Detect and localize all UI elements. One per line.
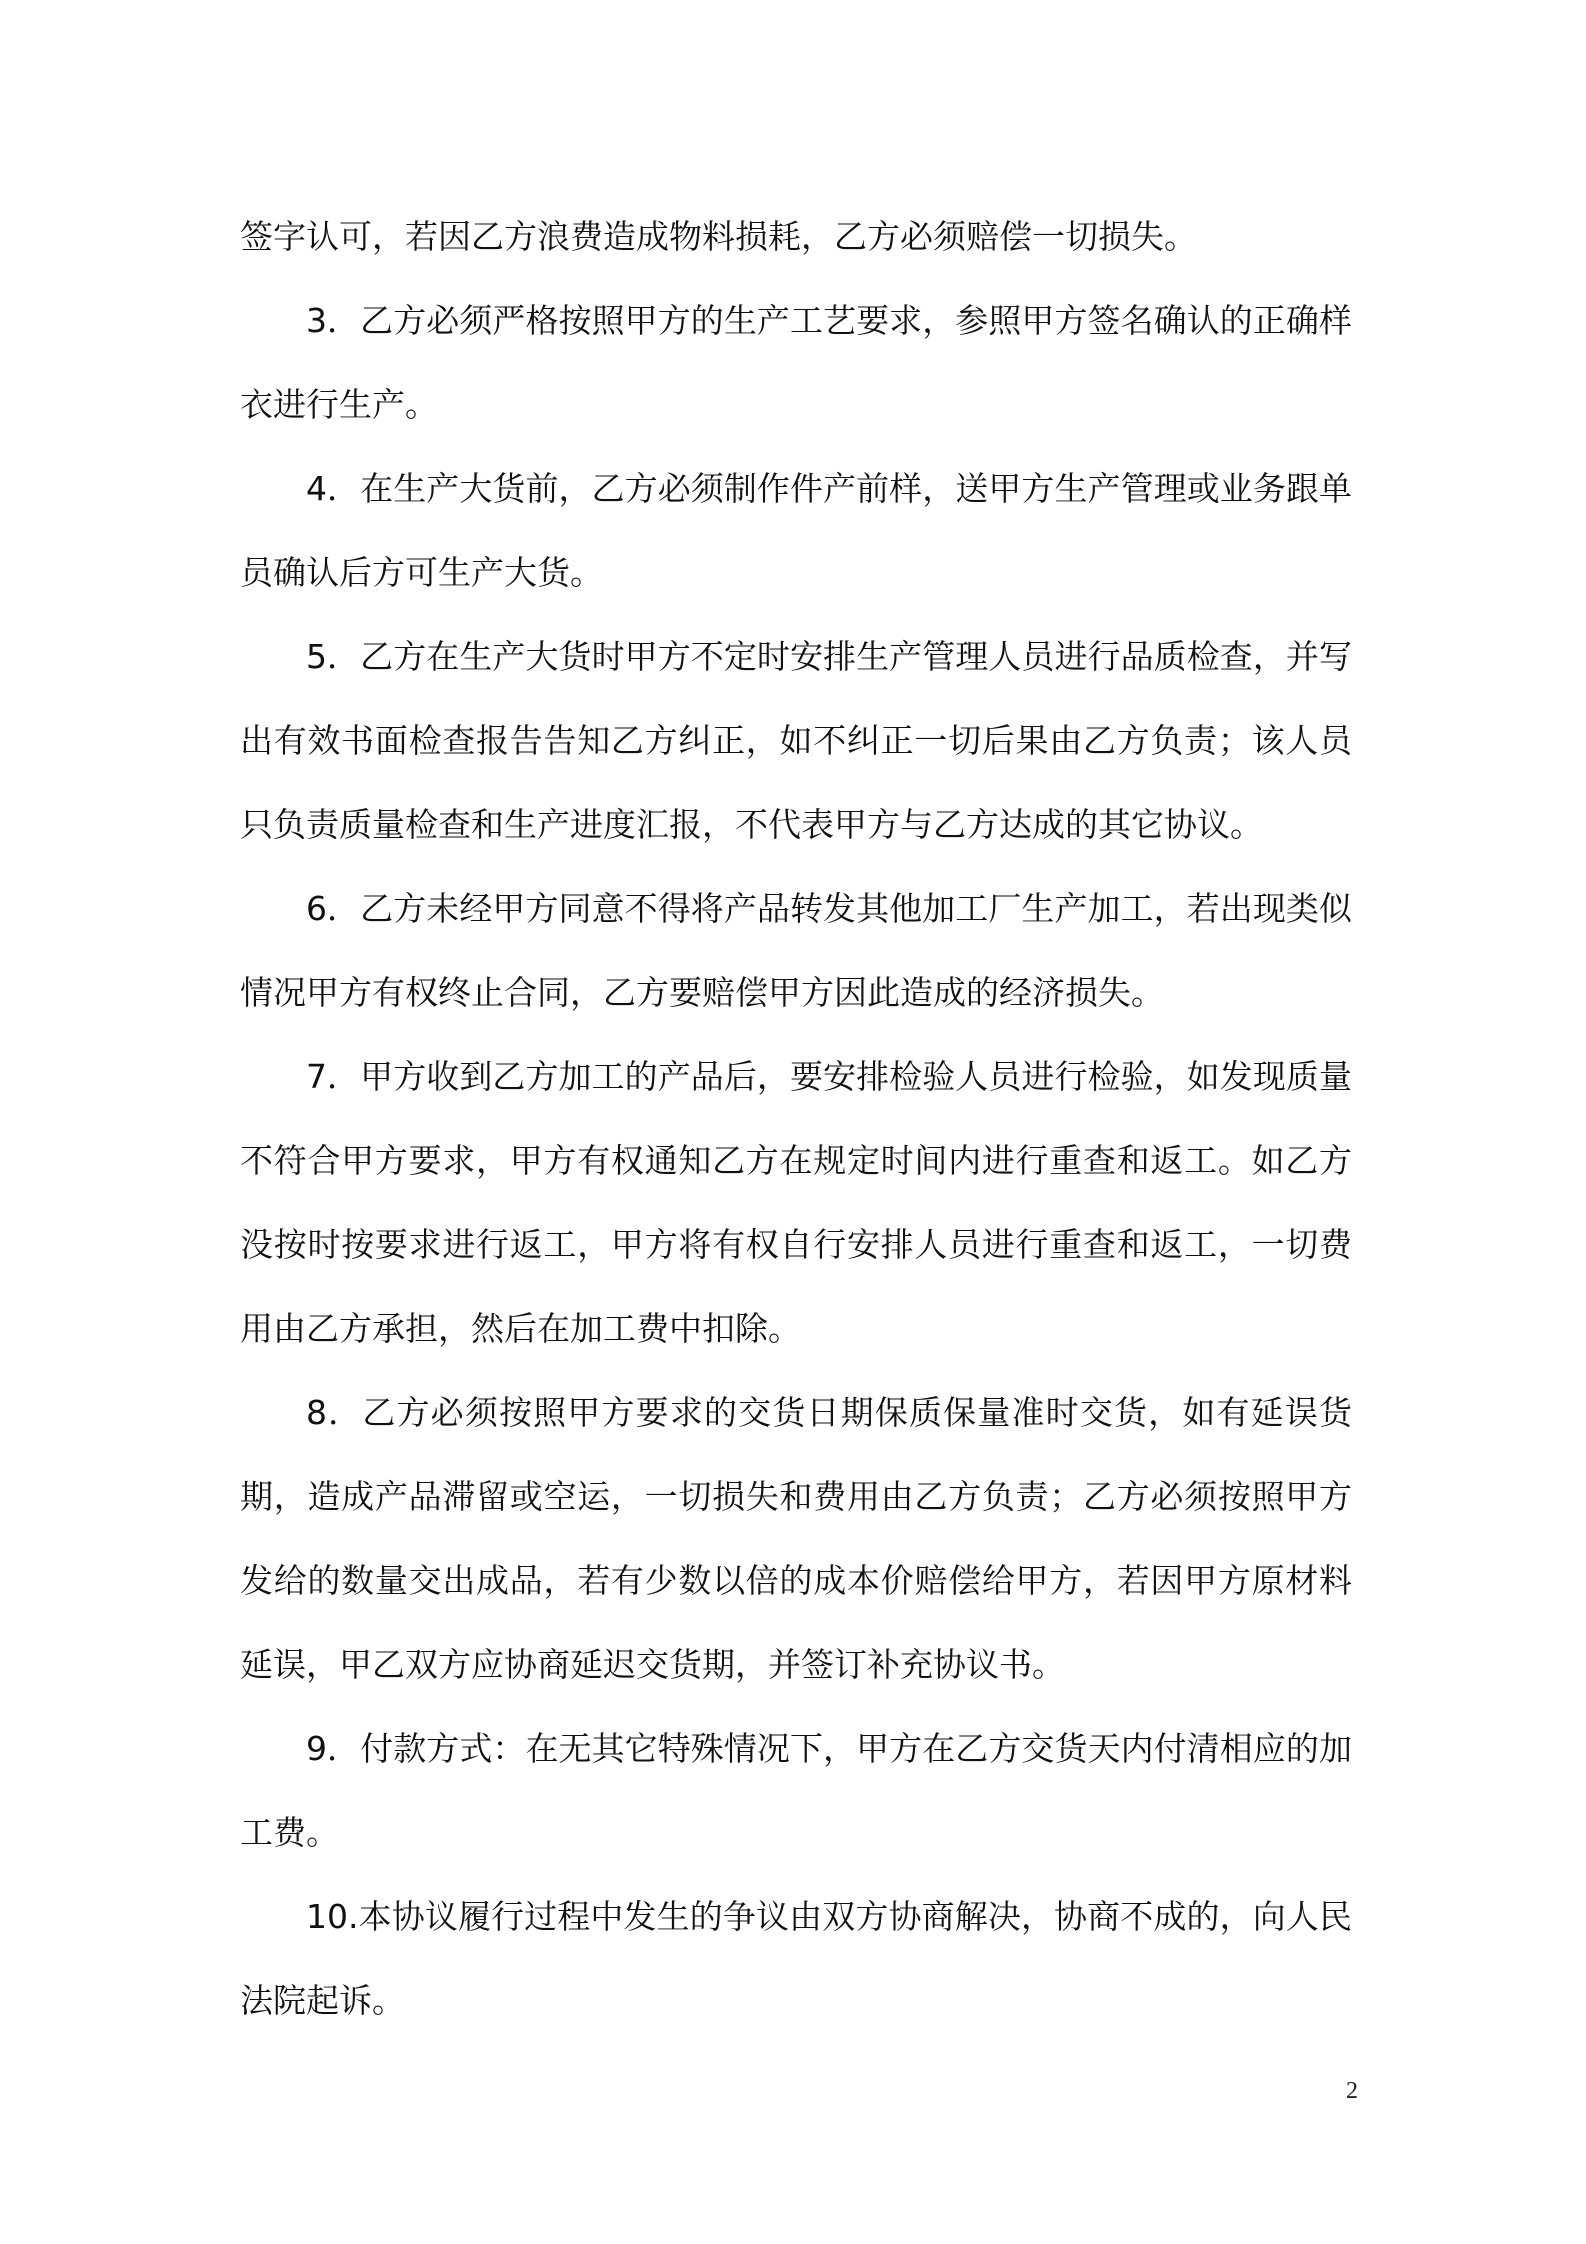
paragraph-clause-3: 3．乙方必须严格按照甲方的生产工艺要求，参照甲方签名确认的正确样衣进行生产。 <box>240 301 1352 424</box>
paragraph-clause-8: 8．乙方必须按照甲方要求的交货日期保质保量准时交货，如有延误货期，造成产品滞留或空运，一切损失和费用由乙方负责；乙方必须按照甲方发给的数量交出成品，若有少数以倍的成本价赔偿给甲方，若因甲方原材料延误，甲乙双方应协商延迟交货期，并签订补充协议书。 <box>240 1393 1352 1684</box>
document-body <box>240 195 1352 2043</box>
page-number: 2 <box>1346 2078 1358 2104</box>
paragraph-clause-9: 9．付款方式：在无其它特殊情况下，甲方在乙方交货天内付清相应的加工费。 <box>240 1729 1352 1852</box>
paragraph-clause-4: 4．在生产大货前，乙方必须制作件产前样，送甲方生产管理或业务跟单员确认后方可生产大货。 <box>240 469 1352 592</box>
paragraph-clause-6: 6．乙方未经甲方同意不得将产品转发其他加工厂生产加工，若出现类似情况甲方有权终止合同，乙方要赔偿甲方因此造成的经济损失。 <box>240 889 1352 1012</box>
paragraph-continuation: 签字认可，若因乙方浪费造成物料损耗，乙方必须赔偿一切损失。 <box>240 217 1197 256</box>
paragraph-clause-5: 5．乙方在生产大货时甲方不定时安排生产管理人员进行品质检查，并写出有效书面检查报告告知乙方纠正，如不纠正一切后果由乙方负责；该人员只负责质量检查和生产进度汇报，不代表甲方与乙方达成的其它协议。 <box>240 637 1352 844</box>
paragraph-clause-7: 7．甲方收到乙方加工的产品后，要安排检验人员进行检验，如发现质量不符合甲方要求，甲方有权通知乙方在规定时间内进行重查和返工。如乙方没按时按要求进行返工，甲方将有权自行安排人员进行重查和返工，一切费用由乙方承担，然后在加工费中扣除。 <box>240 1057 1352 1348</box>
paragraph-clause-10: 10.本协议履行过程中发生的争议由双方协商解决，协商不成的，向人民法院起诉。 <box>240 1897 1352 2020</box>
